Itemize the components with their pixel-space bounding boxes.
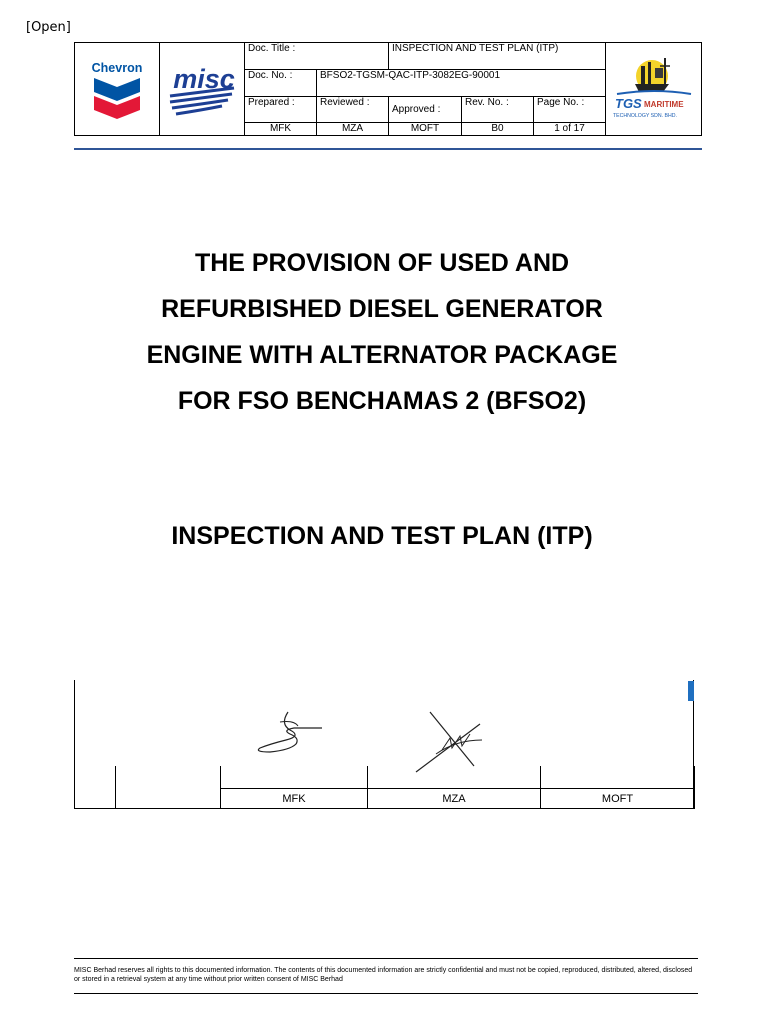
svg-text:TECHNOLOGY SDN. BHD.: TECHNOLOGY SDN. BHD.	[612, 112, 677, 119]
svg-text:MARITIME: MARITIME	[643, 99, 684, 109]
rev-no-label: Rev. No. :	[462, 97, 534, 123]
confidentiality-notice: MISC Berhad reserves all rights to this documented information. The contents of this documented information are strictly confidential and must not be copied, reproduced, distributed, altered, disclosed or stored in a retrieval system at any time without prior written consent of MISC Berhad	[74, 967, 693, 983]
classification-label: [Open]	[26, 20, 71, 35]
footer-divider-top	[74, 958, 698, 959]
prepared-value: MFK	[245, 123, 317, 136]
doc-title-value: INSPECTION AND TEST PLAN (ITP)	[389, 43, 606, 70]
title-line: ENGINE WITH ALTERNATOR PACKAGE	[146, 341, 618, 369]
prepared-signature	[250, 706, 330, 760]
signature-cell	[116, 789, 221, 809]
tgs-maritime-logo	[606, 43, 702, 136]
approved-by-name: MOFT	[541, 789, 695, 809]
reviewed-by-name: MZA	[368, 789, 541, 809]
signature-cell	[75, 789, 116, 809]
document-title	[80, 240, 684, 424]
signature-cell	[116, 766, 221, 789]
reviewed-value: MZA	[317, 123, 389, 136]
approved-value: MOFT	[389, 123, 462, 136]
prepared-by-name: MFK	[221, 789, 368, 809]
svg-text:misc: misc	[173, 63, 235, 94]
svg-text:Chevron: Chevron	[91, 60, 143, 75]
doc-no-label: Doc. No. :	[245, 70, 317, 97]
signature-cell	[75, 766, 116, 789]
chevron-logo	[75, 43, 160, 136]
doc-no-value: BFSO2-TGSM-QAC-ITP-3082EG-90001	[317, 70, 606, 97]
signature-table	[74, 766, 695, 809]
page-no-label: Page No. :	[534, 97, 606, 123]
signature-cell	[368, 766, 541, 789]
misc-logo	[160, 43, 245, 136]
document-subtitle: INSPECTION AND TEST PLAN (ITP)	[171, 522, 593, 550]
footer-divider-bottom	[74, 993, 698, 994]
approved-label: Approved :	[389, 97, 462, 123]
signature-cell	[541, 766, 695, 789]
prepared-label: Prepared :	[245, 97, 317, 123]
svg-text:TGS: TGS	[614, 95, 642, 111]
rev-value: B0	[462, 123, 534, 136]
document-header-table	[74, 42, 702, 136]
title-line: REFURBISHED DIESEL GENERATOR	[161, 295, 603, 323]
signature-marker	[688, 681, 694, 701]
page-value: 1 of 17	[534, 123, 606, 136]
title-line: THE PROVISION OF USED AND	[194, 249, 570, 277]
header-divider	[74, 148, 702, 150]
doc-title-label: Doc. Title :	[245, 43, 389, 70]
title-line: FOR FSO BENCHAMAS 2 (BFSO2)	[177, 387, 587, 415]
signature-cell	[221, 766, 368, 789]
reviewed-label: Reviewed :	[317, 97, 389, 123]
